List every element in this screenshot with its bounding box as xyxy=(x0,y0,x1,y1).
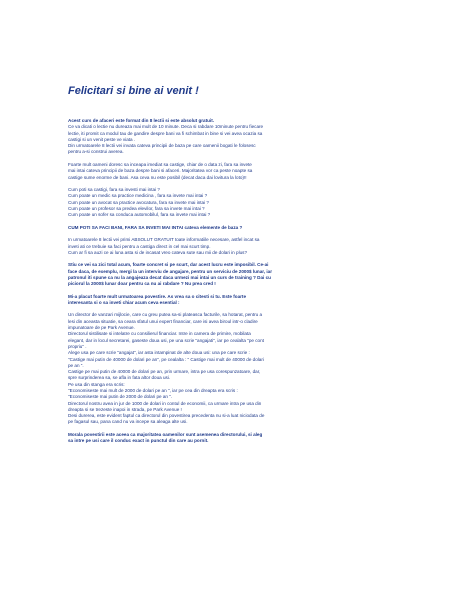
body-paragraph: In urmatoarele 8 lectii vei primi ABSOLUT GRATUIT toate informatiile necesare, astfel incat sa inveti ati ce trebuie sa faci pentru a castiga direct in cel mai scurt timp. Cum ar fi sa auzi ce ai luna asta si de incasat vreo cateva sute sau mii de dolari in plus? xyxy=(68,237,260,255)
body-paragraph: Acest curs de afaceri este format din 8 lectii si este absolut gratuit. xyxy=(68,118,215,123)
page-title: Felicitari si bine ai venit ! xyxy=(68,85,199,97)
document-body xyxy=(68,118,404,445)
body-paragraph: Morala povestirii este aceea ca majoritatea oamenilor sunt asemenea directorului, si aleg sa intre pe usi care il conduc exact in punctul din care au pornit. xyxy=(68,431,263,444)
body-paragraph: Mi-a placut foarte mult urmatoarea povestire. As vrea sa o citesti si tu. Este foarte interesanta si o sa inveti chiar acum ceva esential : xyxy=(68,293,247,305)
body-paragraph: Un director de vanzari mijlocie, care cu greu putea sa-si plateasca facturile, sa hotarat, pentru a lesi din aceasta situatie, sa ceara sfatul unui expert financiar, care isi avea biroul intr-o cladire impunatoare de pe Park Avenue. Directorul sistilisate si intelatre cu consilierul financiar. Intre in camera de primire, mobilata elegant, dar in locul secretarei, gaseste doua usi, pe una scrie "angajati", iar pe cealalta "pe cont propriu" . Alege usa pe care scrie "angajat", iar asta intampinat de alte doua usi: una pe care scrie : "Castige mai putin de 40000 de dolari pe an", pe cealalta : " Castige mai mult de 40000 de dolari pe an ". Castige pe mai putin de 40000 de dolari pe an, prin urmare, intra pe usa corespunzatoare, dar, spre surprinderea sa, se afla in fata altor doua usi. Pe usa din stanga era scris: "Economiseste mai mult de 2000 de dolari pe an ", iar pe cea din dreapta era scris : "Economiseste mai putin de 2000 de dolari pe an ". Directorul nostru avea in jur de 1000 de dolari in contul de economii, ca urmare intra pe usa din dreapta si se trezeste inapoi in strada, pe Park Avenue ! Desi durerea, este evident faptul ca directorul din povestirea precedenta nu si-a luat niciodata de pe fagasul sau, pana cand nu va incepe sa aleaga alte usi. xyxy=(68,312,265,425)
body-paragraph: Foarte mult oameni doresc sa inceapa imediat sa castige, chiar de o data zi, fara sa invete mai intai cateva principii de baza despre bani si afaceri. Majoritatea vor ca peste noapte sa castige sume enorme de bani. Asa ceva nu este posibil (decat daca dai lovitura la loto)!! xyxy=(68,161,253,180)
body-paragraph: Ce va dicati o lectie nu dureaza mai mult de 10 minute. Deca si rabdare 10minute pentru fiecare lectie, iti promit ca modul tau de gandire despre bani va fi schimbat in bine si vei avea ocazia sa castigi si un venit peste ve viata . Din urmatoarele 8 lectii vei invata cateva principii de baza pe care oamenii bogati le folosesc pentru a-si construi averea. xyxy=(68,124,264,155)
body-paragraph: Stiu ce vei sa zici total acum, foarte concret si pe scurt, dar acest lucru este imposibil. Ce-ai face daca, de exemplu, mergi la un interviu de angajare, pentru un serviciu de 2000$ lunar, iar patronul iti spune ca nu la angajeaza decat daca urmezi mai intai un curs de training ? Dai cu piciorul la 2000$ lunar doar pentru ca nu ai rabdare ? Nu prea cred ! xyxy=(68,262,272,287)
body-paragraph: CUM POTI SA FACI BANI, FARA SA INVETI MAI INTAI cateva elemente de baza ? xyxy=(68,224,243,230)
body-paragraph: Cum poti sa castigi, fara sa investi mai intai ? Cum poate un medic sa practice medicina , fara sa invete mai intai ? Cum poate un avocat sa practice avocatura, fara sa invete mai intai ? Cum poate un profesor sa predea elevilor, fara sa invete mai intai ? Cum poate un sofer sa conduca automobilul, fara sa invete mai intai ? xyxy=(68,187,211,218)
